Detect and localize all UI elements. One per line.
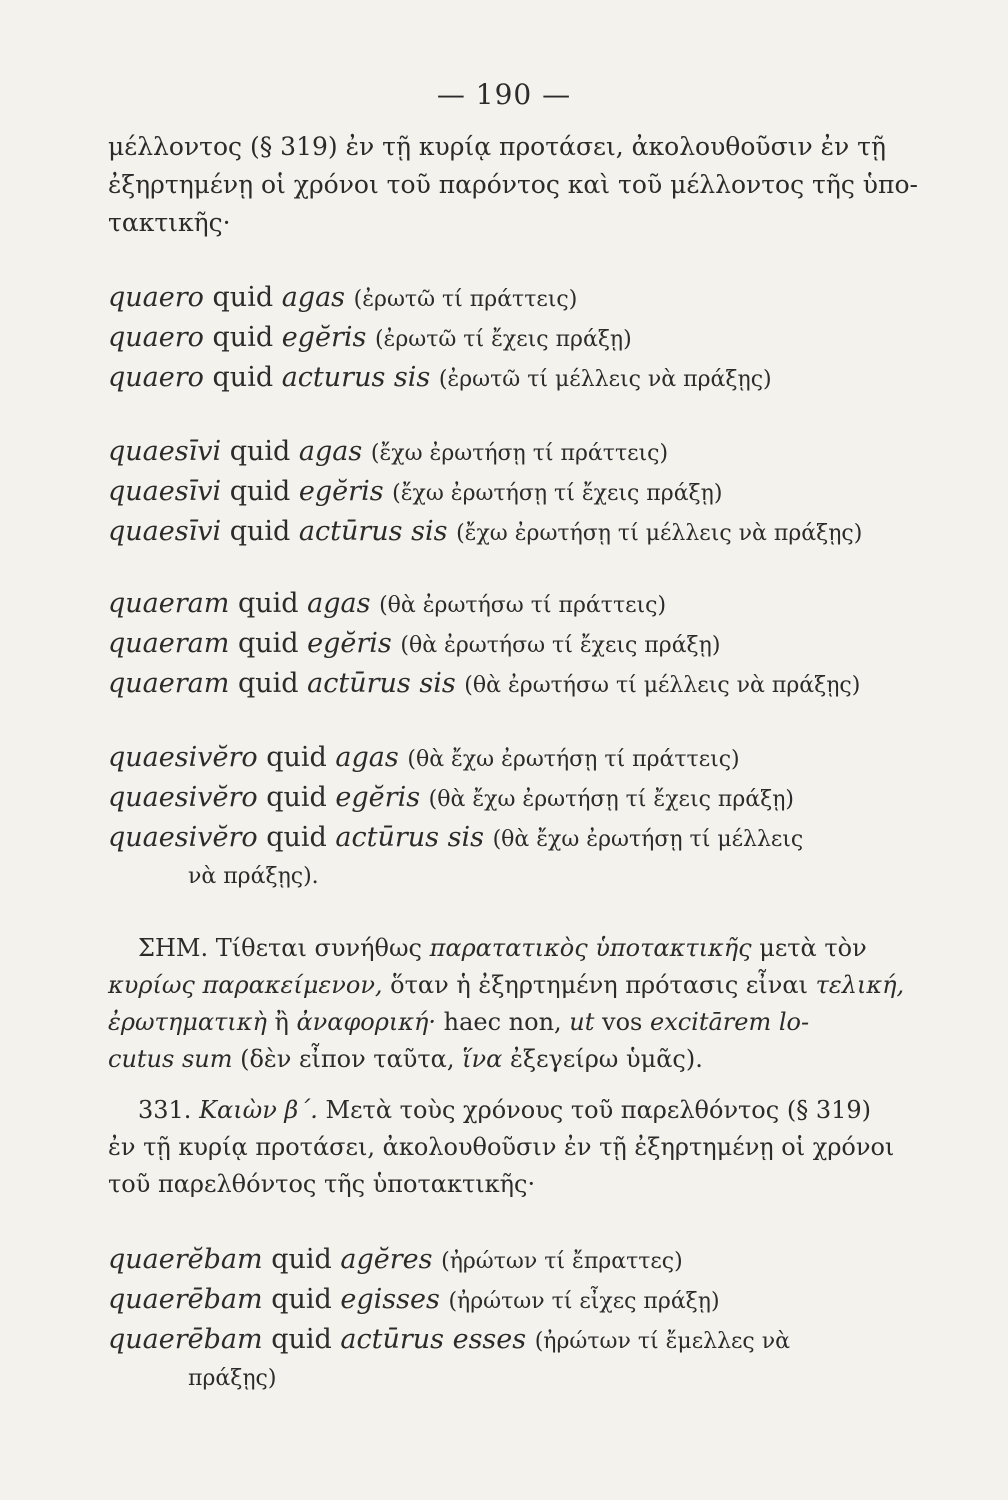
example-row	[108, 664, 908, 704]
quid: quid	[229, 516, 291, 547]
quid: quid	[229, 436, 291, 467]
example-row	[108, 584, 908, 624]
text-line: τοῦ παρελθόντος τῆς ὑποτακτικῆς·	[108, 1170, 536, 1198]
example-row	[108, 432, 908, 472]
example-row	[108, 1240, 908, 1280]
greek-gloss: (θὰ ἔχω ἐρωτήσῃ τί ἔχεις πράξῃ)	[428, 787, 795, 812]
text-line: ἐρωτηματικὴ ἢ ἀναφορική· haec non, ut vos excitārem lo-	[108, 1008, 810, 1036]
greek-gloss: πράξῃς)	[188, 1366, 277, 1391]
example-group-2	[108, 432, 908, 552]
text-line: cutus sum (δὲν εἶπον ταῦτα, ἵνα ἐξεγείρω ὑμᾶς).	[108, 1045, 703, 1073]
latin-form: egĕris	[307, 628, 392, 659]
example-group-1	[108, 278, 908, 398]
greek-gloss: (ἐρωτῶ τί μέλλεις νὰ πράξῃς)	[438, 367, 772, 392]
latin-form: agĕres	[340, 1244, 433, 1275]
greek-gloss: (ἔχω ἐρωτήσῃ τί μέλλεις νὰ πράξῃς)	[456, 521, 863, 546]
latin-form: actūrus esses	[340, 1324, 527, 1355]
quid: quid	[271, 1284, 332, 1315]
intro-paragraph	[108, 128, 918, 242]
quid: quid	[212, 282, 274, 313]
example-row	[108, 1320, 908, 1360]
latin-form: actūrus sis	[307, 668, 456, 699]
quid: quid	[266, 782, 327, 813]
example-row	[108, 318, 908, 358]
latin-verb: quaesivĕro	[108, 822, 258, 853]
greek-gloss: (θὰ ἔχω ἐρωτήσῃ τί πράττεις)	[407, 747, 740, 772]
text-line: μέλλοντος (§ 319) ἐν τῇ κυρίᾳ προτάσει, ἀκολουθοῦσιν ἐν τῇ	[108, 132, 886, 161]
note-paragraph	[108, 930, 905, 1078]
example-group-4	[108, 738, 908, 892]
quid: quid	[271, 1244, 332, 1275]
text-line: κυρίως παρακείμενον, ὅταν ἡ ἐξηρτημένη πρότασις εἶναι τελική,	[108, 971, 905, 999]
latin-verb: quaerēbam	[108, 1324, 263, 1355]
quid: quid	[212, 362, 274, 393]
example-row	[108, 358, 908, 398]
greek-gloss: (ἔχω ἐρωτήσῃ τί πράττεις)	[370, 441, 669, 466]
latin-verb: quaeram	[108, 628, 230, 659]
text-line: ΣΗΜ. Τίθεται συνήθως παρατατικὸς ὑποτακτικῆς μετὰ τὸν	[138, 934, 867, 962]
latin-verb: quaesīvi	[108, 436, 222, 467]
latin-verb: quaeram	[108, 668, 230, 699]
quid: quid	[237, 668, 299, 699]
example-row	[108, 472, 908, 512]
latin-form: egisses	[340, 1284, 440, 1315]
quid: quid	[237, 588, 299, 619]
quid: quid	[212, 322, 274, 353]
section-331	[108, 1092, 898, 1203]
text-line: τακτικῆς·	[108, 208, 231, 237]
greek-gloss: (ἠρώτων τί ἔπραττες)	[441, 1249, 683, 1274]
greek-gloss: (θὰ ἐρωτήσω τί ἔχεις πράξῃ)	[400, 633, 721, 658]
latin-verb: quaero	[108, 362, 204, 393]
latin-verb: quaesivĕro	[108, 782, 258, 813]
latin-verb: quaero	[108, 282, 204, 313]
quid: quid	[229, 476, 291, 507]
latin-form: acturus sis	[281, 362, 431, 393]
latin-form: agas	[307, 588, 371, 619]
example-row-continuation	[108, 858, 908, 892]
quid: quid	[266, 742, 327, 773]
example-row	[108, 624, 908, 664]
example-group-3	[108, 584, 908, 704]
latin-form: egĕris	[335, 782, 421, 813]
greek-gloss: νὰ πράξῃς).	[188, 864, 319, 889]
latin-form: egĕris	[281, 322, 367, 353]
latin-verb: quaesīvi	[108, 476, 222, 507]
latin-form: egĕris	[298, 476, 384, 507]
latin-verb: quaero	[108, 322, 204, 353]
latin-form: agas	[298, 436, 363, 467]
greek-gloss: (ἠρώτων τί ἔμελλες νὰ	[534, 1329, 790, 1354]
latin-verb: quaesivĕro	[108, 742, 258, 773]
quid: quid	[266, 822, 327, 853]
latin-form: actūrus sis	[335, 822, 484, 853]
example-row-continuation	[108, 1360, 908, 1394]
quid: quid	[237, 628, 299, 659]
greek-gloss: (θὰ ἐρωτήσω τί μέλλεις νὰ πράξῃς)	[464, 673, 861, 698]
greek-gloss: (ἐρωτῶ τί ἔχεις πράξῃ)	[374, 327, 632, 352]
example-row	[108, 512, 908, 552]
text-line: ἐν τῇ κυρίᾳ προτάσει, ἀκολουθοῦσιν ἐν τῇ ἐξηρτημένῃ οἱ χρόνοι	[108, 1133, 895, 1161]
example-row	[108, 1280, 908, 1320]
latin-form: agas	[281, 282, 346, 313]
latin-verb: quaesīvi	[108, 516, 222, 547]
text-line: 331. Καιὼν β΄. Μετὰ τοὺς χρόνους τοῦ παρελθόντος (§ 319)	[138, 1096, 871, 1124]
greek-gloss: (ἔχω ἐρωτήσῃ τί ἔχεις πράξῃ)	[392, 481, 723, 506]
latin-verb: quaerēbam	[108, 1284, 263, 1315]
example-row	[108, 278, 908, 318]
greek-gloss: (ἠρώτων τί εἶχες πράξῃ)	[448, 1289, 720, 1314]
example-row	[108, 738, 908, 778]
latin-form: agas	[335, 742, 399, 773]
page-number: — 190 —	[436, 78, 572, 111]
latin-verb: quaeram	[108, 588, 230, 619]
quid: quid	[271, 1324, 332, 1355]
latin-verb: quaerĕbam	[108, 1244, 263, 1275]
greek-gloss: (θὰ ἐρωτήσω τί πράττεις)	[379, 593, 667, 618]
latin-form: actūrus sis	[298, 516, 448, 547]
greek-gloss: (ἐρωτῶ τί πράττεις)	[353, 287, 578, 312]
greek-gloss: (θὰ ἔχω ἐρωτήσῃ τί μέλλεις	[492, 827, 804, 852]
text-line: ἐξηρτημένῃ οἱ χρόνοι τοῦ παρόντος καὶ τοῦ μέλλοντος τῆς ὑπο-	[108, 170, 918, 199]
example-row	[108, 778, 908, 818]
example-row	[108, 818, 908, 858]
example-group-5	[108, 1240, 908, 1394]
